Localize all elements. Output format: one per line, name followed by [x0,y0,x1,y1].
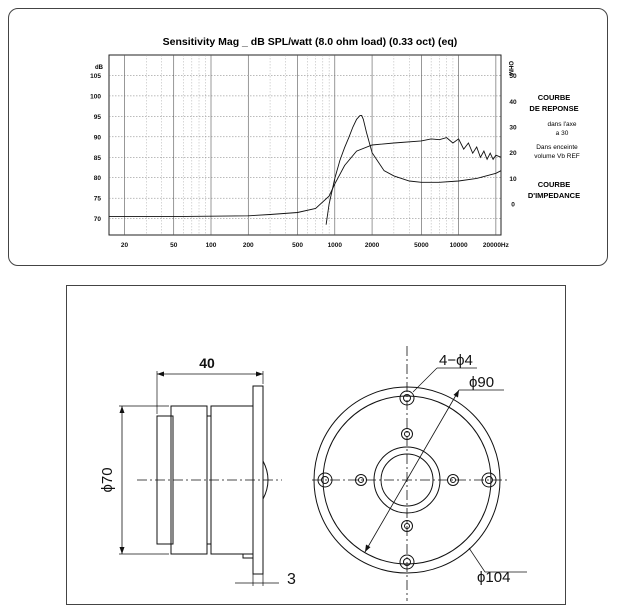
x-tick-label: 20000Hz [482,242,509,249]
y-left-tick-label: 95 [93,113,101,121]
chart-grid [109,55,501,235]
annotation-axis-1: dans l'axe [547,121,577,128]
x-tick-label: 5000 [414,242,429,249]
x-tick-label: 200 [242,242,254,249]
y-left-tick-label: 105 [90,72,101,80]
x-tick-label: 20 [120,242,129,249]
depth-label: 40 [199,355,215,371]
y-right-tick-label: 40 [509,98,517,106]
holes-label: 4−ϕ4 [439,352,473,369]
y-left-tick-label: 90 [93,134,101,142]
outer-diameter-label: ϕ104 [477,569,511,586]
x-tick-label: 500 [292,242,303,249]
chart-curves [109,115,501,224]
y-right-tick-label: 10 [509,175,517,183]
annotation-impedance-1: COURBE [537,180,571,189]
side-view [119,371,282,586]
front-view [312,346,527,601]
y-right-tick-label: 50 [509,73,517,81]
y-right-tick-label: 0 [511,201,515,209]
y-left-tick-label: 80 [93,175,101,183]
x-tick-label: 10000 [449,242,468,249]
impedance-curve [326,115,501,224]
chart-annotations [528,93,580,200]
left-axis-label: dB [95,65,103,71]
plot-frame [109,55,501,235]
y-left-tick-label: 85 [93,154,101,162]
y-left-tick-label: 75 [93,195,101,203]
dia70-label: ϕ70 [99,467,116,493]
annotation-enclosure-1: Dans enceinte [536,144,578,151]
flange-label: 3 [287,571,296,588]
y-left-tick-label: 100 [90,93,101,101]
x-tick-label: 1000 [327,242,343,249]
annotation-response-1: COURBE [537,93,571,102]
y-right-tick-label: 20 [509,150,517,158]
y-right-tick-label: 30 [509,124,517,132]
x-tick-label: 100 [205,242,217,249]
x-tick-label: 50 [170,242,178,249]
annotation-impedance-2: D'IMPEDANCE [527,191,581,200]
y-left-tick-label: 70 [93,216,101,224]
response-curve [109,138,501,217]
frequency-response-panel [8,8,608,266]
frequency-response-chart [9,9,607,265]
mechanical-drawing-panel [66,285,566,605]
annotation-axis-2: a 30 [555,130,569,137]
bolt-circle-label: ϕ90 [469,374,495,391]
x-tick-label: 2000 [364,242,380,249]
annotation-response-2: DE REPONSE [529,104,579,113]
annotation-enclosure-2: volume Vb REF [534,153,580,160]
side-terminal [243,554,253,558]
tweeter-dimension-drawing [67,286,565,604]
right-axis-label: OHM [507,61,513,75]
chart-title: Sensitivity Mag _ dB SPL/watt (8.0 ohm load) (0.33 oct) (eq) [162,36,458,48]
